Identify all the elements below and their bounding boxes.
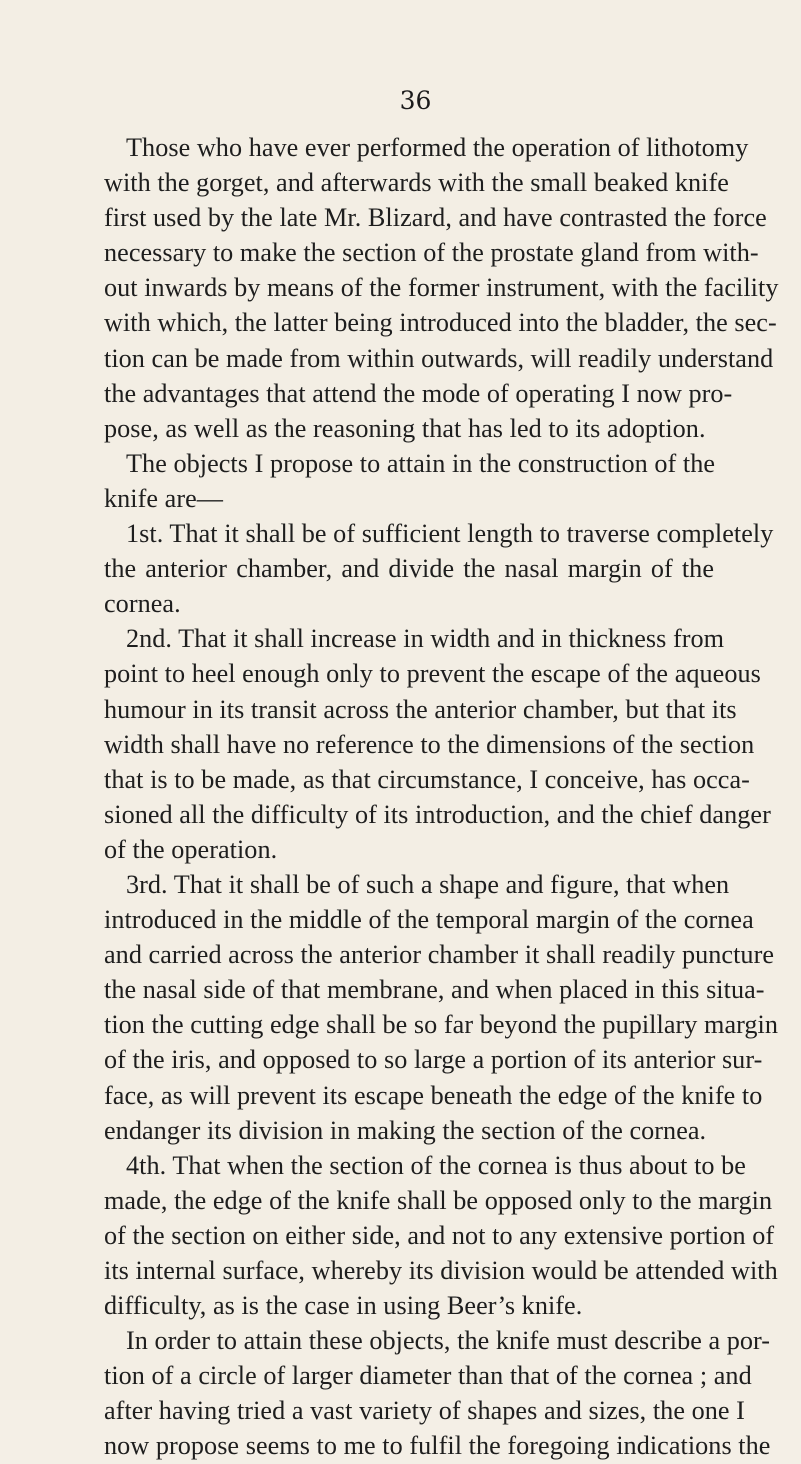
text-line: humour in its transit across the anterior chamber, but that its [104, 694, 737, 724]
page-number: 36 [399, 86, 432, 115]
text-line: In order to attain these objects, the knife must describe a por- [126, 1326, 771, 1356]
text-line: of the operation. [104, 834, 278, 864]
text-line: out inwards by means of the former instrument, with the facility [104, 273, 779, 303]
text-line: face, as will prevent its escape beneath the edge of the knife to [104, 1080, 763, 1110]
text-line: and carried across the anterior chamber it shall readily puncture [104, 940, 775, 970]
text-line: the nasal side of that membrane, and when placed in this situa- [104, 975, 765, 1005]
text-line: with which, the latter being introduced into the bladder, the sec- [104, 308, 777, 338]
text-line: pose, as well as the reasoning that has led to its adoption. [104, 413, 706, 443]
text-line: first used by the late Mr. Blizard, and have contrasted the force [104, 203, 767, 233]
text-line: sioned all the difficulty of its introduction, and the chief danger [104, 799, 771, 829]
text-line: necessary to make the section of the prostate gland from with- [104, 238, 759, 268]
text-line: of the iris, and opposed to so large a portion of its anterior sur- [104, 1045, 763, 1075]
text-line: difficulty, as is the case in using Beer’s knife. [104, 1291, 583, 1321]
text-line: introduced in the middle of the temporal margin of the cornea [104, 905, 754, 935]
text-line: with the gorget, and afterwards with the small beaked knife [104, 168, 729, 198]
text-line: tion the cutting edge shall be so far beyond the pupillary margin [104, 1010, 779, 1040]
text-line: of the section on either side, and not to any extensive portion of [104, 1220, 775, 1250]
text-line: 3rd. That it shall be of such a shape and figure, that when [126, 869, 730, 899]
text-line: tion of a circle of larger diameter than that of the cornea ; and [104, 1361, 752, 1391]
text-line: now propose seems to me to fulfil the foregoing indications the [104, 1431, 771, 1461]
text-line: endanger its division in making the section of the cornea. [104, 1115, 707, 1145]
text-line: width shall have no reference to the dimensions of the section [104, 729, 755, 759]
text-line: made, the edge of the knife shall be opposed only to the margin [104, 1185, 773, 1215]
text-line: knife are— [104, 483, 224, 513]
text-line: point to heel enough only to prevent the escape of the aqueous [104, 659, 761, 689]
text-line: The objects I propose to attain in the construction of the [126, 448, 716, 478]
text-line: the anterior chamber, and divide the nasal margin of the [104, 554, 714, 584]
text-line: the advantages that attend the mode of operating I now pro- [104, 378, 733, 408]
text-line: after having tried a vast variety of shapes and sizes, the one I [104, 1396, 745, 1426]
text-line: cornea. [104, 589, 181, 619]
text-line: 1st. That it shall be of sufficient length to traverse completely [126, 519, 774, 549]
text-line: that is to be made, as that circumstance, I conceive, has occa- [104, 764, 750, 794]
text-line: 2nd. That it shall increase in width and in thickness from [126, 624, 725, 654]
text-line: tion can be made from within outwards, will readily understand [104, 343, 774, 373]
text-line: Those who have ever performed the operation of lithotomy [126, 133, 749, 162]
body-text [104, 130, 779, 1464]
text-line: its internal surface, whereby its division would be attended with [104, 1256, 778, 1285]
text-line: 4th. That when the section of the cornea is thus about to be [126, 1150, 746, 1180]
